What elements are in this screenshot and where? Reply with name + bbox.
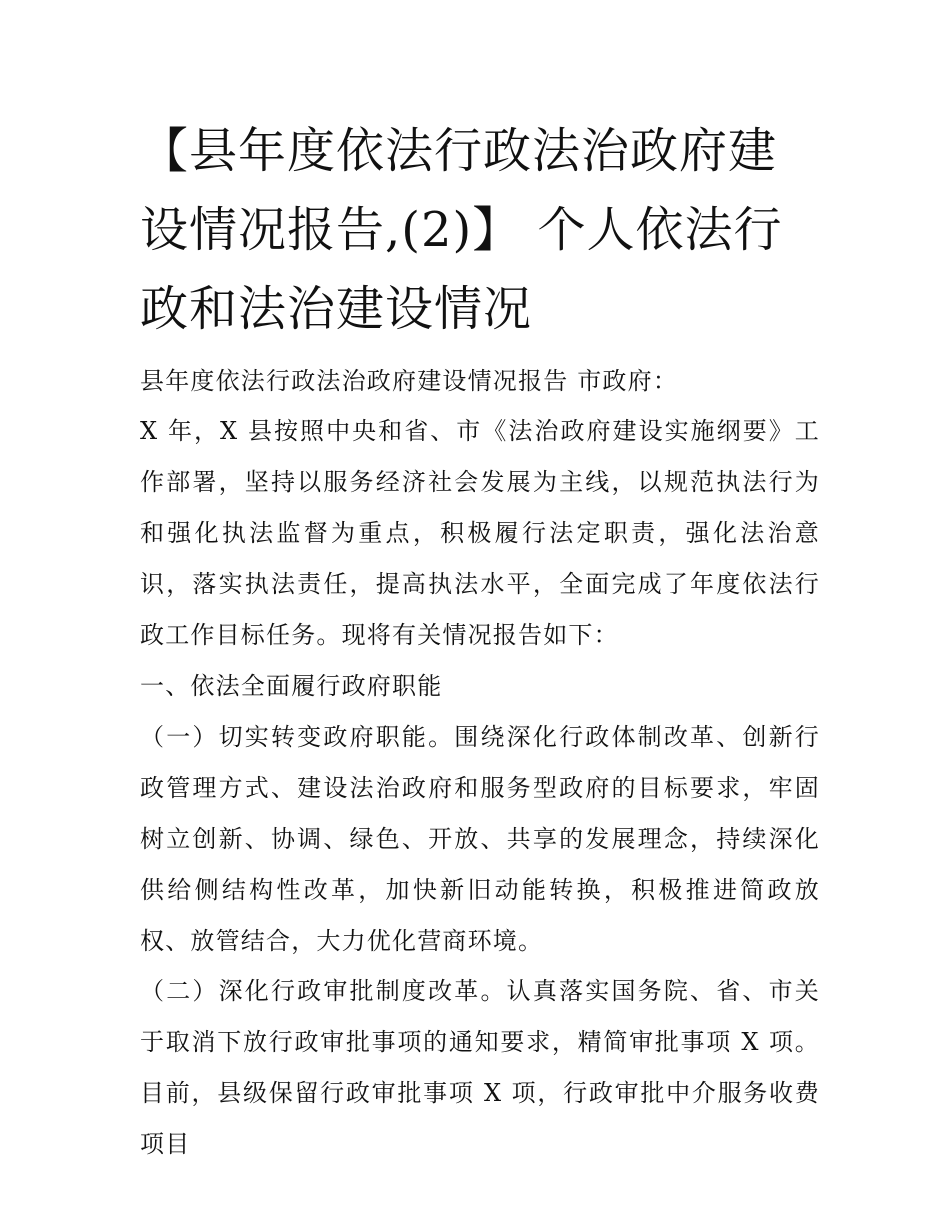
section-heading: 一、依法全面履行政府职能 bbox=[140, 672, 443, 700]
intro-paragraph: 县年度依法行政法治政府建设情况报告 市政府： bbox=[140, 367, 679, 395]
subsection-paragraph-1: （一）切实转变政府职能。围绕深化行政体制改革、创新行政管理方式、建设法治政府和服务型政府的目标要求，牢固树立创新、协调、绿色、开放、共享的发展理念，持续深化供给侧结构性改革，加快新旧动能转换，积极推进简政放权、放管结合，大力优化营商环境。 bbox=[140, 723, 820, 955]
document-title: 【县年度依法行政法治政府建设情况报告,(2)】 个人依法行政和法治建设情况 bbox=[140, 123, 783, 337]
subsection-paragraph-2: （二）深化行政审批制度改革。认真落实国务院、省、市关于取消下放行政审批事项的通知要求，精简审批事项 X 项。目前，县级保留行政审批事项 X 项，行政审批中介服务收费项目 bbox=[140, 977, 820, 1158]
opening-paragraph: X 年，X 县按照中央和省、市《法治政府建设实施纲要》工作部署，坚持以服务经济社会发展为主线，以规范执法行为和强化执法监督为重点，积极履行法定职责，强化法治意识，落实执法责任，提高执法水平，全面完成了年度依法行政工作目标任务。现将有关情况报告如下： bbox=[140, 417, 820, 649]
